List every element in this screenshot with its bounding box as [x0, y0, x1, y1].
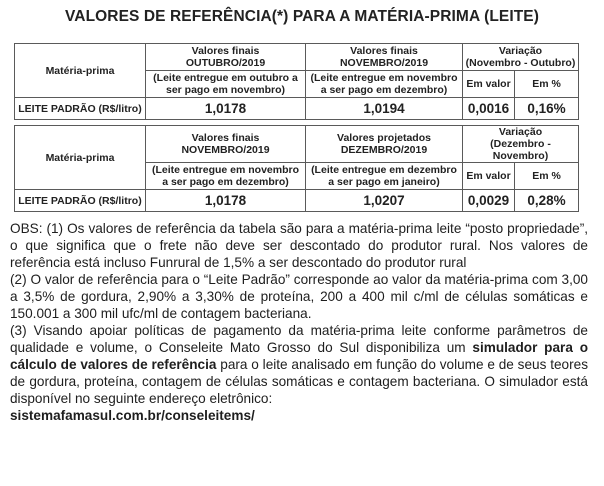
observations — [10, 220, 588, 424]
header-em-valor: Em valor — [463, 163, 515, 190]
value-b: 1,0194 — [306, 98, 463, 120]
reference-table-oct-nov — [14, 43, 579, 120]
header-em-pct: Em % — [515, 71, 579, 98]
header-materia-prima: Matéria-prima — [15, 44, 146, 98]
subheader-col-a: (Leite entregue em outubro a ser pago em novembro) — [146, 71, 306, 98]
header-em-valor: Em valor — [463, 71, 515, 98]
header-col-b: Valores projetados DEZEMBRO/2019 — [306, 126, 463, 163]
obs-note-1: OBS: (1) Os valores de referência da tabela são para a matéria-prima leite “posto propriedade”, o que significa que o frete não deve ser descontado do produtor rural. Nos valores de referência está incluso Funrural de 1,5% a ser descontado do produtor rural — [10, 221, 588, 270]
var-value: 0,0029 — [463, 190, 515, 212]
value-b: 1,0207 — [306, 190, 463, 212]
var-pct: 0,16% — [515, 98, 579, 120]
reference-table-nov-dec — [14, 125, 579, 212]
obs-note-2: (2) O valor de referência para o “Leite Padrão” corresponde ao valor da matéria-prima com 3,00 a 3,5% de gordura, 2,90% a 3,30% de proteína, 200 a 400 mil c/ml de células somáticas e 150.001 a 300 mil ufc/ml de contagem bacteriana. — [10, 272, 588, 321]
row-label: LEITE PADRÃO (R$/litro) — [15, 98, 146, 120]
subheader-col-a: (Leite entregue em novembro a ser pago em dezembro) — [146, 163, 306, 190]
value-a: 1,0178 — [146, 98, 306, 120]
header-variation: Variação (Dezembro - Novembro) — [463, 126, 579, 163]
header-col-a: Valores finais NOVEMBRO/2019 — [146, 126, 306, 163]
header-materia-prima: Matéria-prima — [15, 126, 146, 190]
subheader-col-b: (Leite entregue em novembro a ser pago em dezembro) — [306, 71, 463, 98]
table-row — [15, 98, 579, 120]
simulator-link[interactable]: sistemafamasul.com.br/conseleitems/ — [10, 408, 255, 423]
header-col-b: Valores finais NOVEMBRO/2019 — [306, 44, 463, 71]
header-col-a: Valores finais OUTUBRO/2019 — [146, 44, 306, 71]
row-label: LEITE PADRÃO (R$/litro) — [15, 190, 146, 212]
header-variation: Variação (Novembro - Outubro) — [463, 44, 579, 71]
var-value: 0,0016 — [463, 98, 515, 120]
var-pct: 0,28% — [515, 190, 579, 212]
page-title: VALORES DE REFERÊNCIA(*) PARA A MATÉRIA-PRIMA (LEITE) — [64, 8, 540, 25]
header-em-pct: Em % — [515, 163, 579, 190]
value-a: 1,0178 — [146, 190, 306, 212]
obs-note-3: (3) Visando apoiar políticas de pagamento da matéria-prima leite conforme parâmetros de qualidade e volume, o Conseleite Mato Grosso do Sul disponibiliza um simulador para o cálculo de valores de referência para o leite analisado em função do volume e de seus teores de gordura, proteína, contagem de células somáticas e contagem bacteriana. O simulador está disponível no seguinte endereço eletrônico: — [10, 323, 588, 406]
table-row — [15, 190, 579, 212]
subheader-col-b: (Leite entregue em dezembro a ser pago em janeiro) — [306, 163, 463, 190]
simulator-highlight: simulador para o cálculo de valores de referência — [10, 340, 588, 372]
